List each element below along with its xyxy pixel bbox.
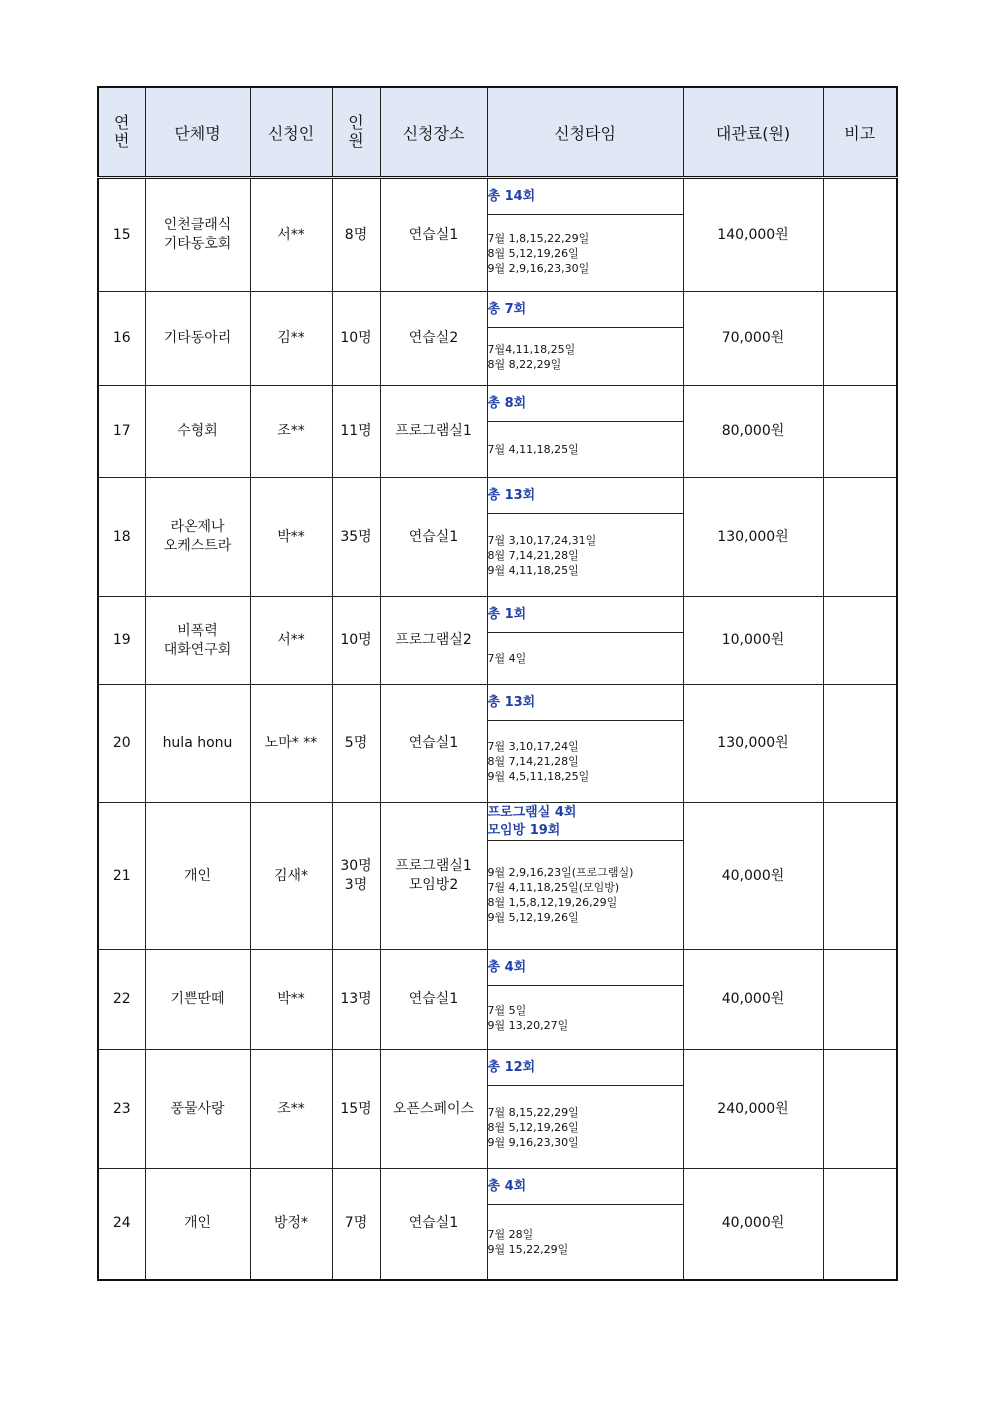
session-total-line: 총 13회 bbox=[487, 694, 536, 710]
people-count-line: 15명 bbox=[340, 1100, 372, 1117]
group-name-line: hula honu bbox=[162, 735, 233, 751]
session-date-line: 7월 8,15,22,29일 bbox=[487, 1105, 579, 1119]
session-dates bbox=[487, 986, 683, 1050]
group-name bbox=[145, 685, 250, 803]
row-number: 16 bbox=[98, 292, 145, 386]
place-name-line: 오픈스페이스 bbox=[392, 1100, 475, 1117]
session-total-line: 모임방 19회 bbox=[487, 822, 561, 838]
group-name bbox=[145, 178, 250, 292]
row-number: 19 bbox=[98, 597, 145, 685]
group-name bbox=[145, 1169, 250, 1280]
rental-fee: 10,000원 bbox=[683, 597, 823, 685]
session-date-line: 7월 3,10,17,24일 bbox=[487, 740, 579, 753]
applicant-name: 김** bbox=[250, 292, 332, 386]
place-name-line: 연습실2 bbox=[408, 330, 459, 346]
group-name-line: 기타동호회 bbox=[163, 236, 232, 252]
place-name-line: 연습실1 bbox=[408, 735, 459, 751]
group-name bbox=[145, 950, 250, 1050]
session-total bbox=[487, 292, 683, 328]
session-date-line: 9월 4,5,11,18,25일 bbox=[487, 770, 590, 783]
session-total bbox=[487, 950, 683, 986]
note bbox=[823, 803, 897, 950]
session-total-line: 총 4회 bbox=[487, 959, 527, 975]
session-date-line: 8월 1,5,8,12,19,26,29일 bbox=[487, 896, 618, 909]
note bbox=[823, 685, 897, 803]
session-date-line: 7월 1,8,15,22,29일 bbox=[487, 231, 590, 245]
session-date-line: 9월 15,22,29일 bbox=[487, 1242, 569, 1256]
session-dates bbox=[487, 215, 683, 292]
table-row bbox=[98, 1050, 897, 1086]
people-count bbox=[332, 386, 380, 478]
session-date-line: 7월 4,11,18,25일(모임방) bbox=[487, 881, 620, 894]
row-number: 23 bbox=[98, 1050, 145, 1169]
session-total bbox=[487, 597, 683, 633]
people-count-line: 11명 bbox=[340, 423, 372, 439]
session-total bbox=[487, 386, 683, 422]
people-count bbox=[332, 478, 380, 597]
group-name-line: 오케스트라 bbox=[163, 538, 232, 554]
place-name bbox=[380, 1169, 487, 1280]
group-name-line: 수형회 bbox=[177, 423, 218, 439]
session-total bbox=[487, 478, 683, 514]
row-number: 22 bbox=[98, 950, 145, 1050]
people-count bbox=[332, 685, 380, 803]
session-total-line: 총 7회 bbox=[487, 301, 527, 317]
note bbox=[823, 1050, 897, 1169]
session-total-line: 총 1회 bbox=[487, 606, 527, 622]
note bbox=[823, 478, 897, 597]
row-number: 20 bbox=[98, 685, 145, 803]
applicant-name: 박** bbox=[250, 478, 332, 597]
session-dates bbox=[487, 422, 683, 478]
session-dates bbox=[487, 721, 683, 803]
group-name-line: 비폭력 bbox=[177, 622, 218, 639]
rental-fee: 40,000원 bbox=[683, 1169, 823, 1280]
place-name-line: 모임방2 bbox=[408, 877, 459, 893]
people-count bbox=[332, 597, 380, 685]
place-name-line: 연습실1 bbox=[408, 991, 459, 1007]
session-date-line: 9월 5,12,19,26일 bbox=[487, 911, 579, 924]
header-no bbox=[98, 87, 145, 178]
row-number: 18 bbox=[98, 478, 145, 597]
place-name bbox=[380, 178, 487, 292]
rental-fee: 40,000원 bbox=[683, 803, 823, 950]
session-date-line: 7월 28일 bbox=[487, 1227, 534, 1241]
applicant-name: 노마* ** bbox=[250, 685, 332, 803]
place-name bbox=[380, 685, 487, 803]
group-name-line: 개인 bbox=[183, 867, 212, 884]
header-row bbox=[98, 87, 897, 178]
header-no-label: 연번 bbox=[114, 113, 130, 150]
session-date-line: 7월 5일 bbox=[487, 1003, 527, 1017]
note bbox=[823, 386, 897, 478]
place-name-line: 연습실1 bbox=[408, 528, 459, 545]
rental-table bbox=[97, 86, 898, 1281]
place-name bbox=[380, 478, 487, 597]
group-name bbox=[145, 292, 250, 386]
rental-fee: 130,000원 bbox=[683, 685, 823, 803]
header-applicant: 신청인 bbox=[250, 87, 332, 178]
session-total-line: 총 12회 bbox=[487, 1059, 536, 1075]
group-name-line: 라온제나 bbox=[170, 519, 225, 535]
group-name-line: 대화연구회 bbox=[163, 641, 232, 658]
applicant-name: 서** bbox=[250, 178, 332, 292]
place-name bbox=[380, 597, 487, 685]
session-date-line: 7월4,11,18,25일 bbox=[487, 342, 576, 356]
session-dates bbox=[487, 841, 683, 950]
session-date-line: 9월 2,9,16,23,30일 bbox=[487, 261, 590, 275]
people-count-line: 10명 bbox=[340, 330, 372, 346]
rental-fee: 140,000원 bbox=[683, 178, 823, 292]
table-row bbox=[98, 178, 897, 215]
group-name bbox=[145, 478, 250, 597]
session-total-line: 총 4회 bbox=[487, 1178, 527, 1194]
row-number: 21 bbox=[98, 803, 145, 950]
group-name-line: 개인 bbox=[183, 1215, 212, 1232]
group-name bbox=[145, 803, 250, 950]
session-date-line: 9월 13,20,27일 bbox=[487, 1018, 569, 1032]
applicant-name: 김새* bbox=[250, 803, 332, 950]
table-row bbox=[98, 597, 897, 633]
people-count bbox=[332, 292, 380, 386]
session-date-line: 7월 4,11,18,25일 bbox=[487, 443, 579, 456]
group-name-line: 풍물사랑 bbox=[170, 1100, 225, 1117]
session-total-line: 프로그램실 4회 bbox=[487, 804, 577, 820]
place-name bbox=[380, 950, 487, 1050]
session-date-line: 8월 8,22,29일 bbox=[487, 357, 562, 371]
group-name-line: 기쁜딴떼 bbox=[170, 991, 225, 1007]
place-name-line: 프로그램실1 bbox=[395, 423, 472, 439]
people-count bbox=[332, 803, 380, 950]
session-total-line: 총 14회 bbox=[487, 188, 536, 204]
group-name-line: 기타동아리 bbox=[163, 330, 232, 346]
table-row bbox=[98, 386, 897, 422]
people-count bbox=[332, 178, 380, 292]
applicant-name: 방정* bbox=[250, 1169, 332, 1280]
session-dates bbox=[487, 514, 683, 597]
place-name bbox=[380, 292, 487, 386]
session-total bbox=[487, 178, 683, 215]
table-row bbox=[98, 803, 897, 841]
applicant-name: 조** bbox=[250, 386, 332, 478]
header-note: 비고 bbox=[823, 87, 897, 178]
note bbox=[823, 292, 897, 386]
note bbox=[823, 178, 897, 292]
header-group: 단체명 bbox=[145, 87, 250, 178]
header-type: 신청타임 bbox=[487, 87, 683, 178]
group-name-line: 인천클래식 bbox=[163, 217, 232, 233]
place-name bbox=[380, 1050, 487, 1169]
people-count-line: 30명 bbox=[340, 858, 372, 874]
place-name bbox=[380, 803, 487, 950]
table-row bbox=[98, 950, 897, 986]
header-people bbox=[332, 87, 380, 178]
table-row bbox=[98, 478, 897, 514]
place-name-line: 프로그램실1 bbox=[395, 858, 472, 874]
session-date-line: 9월 9,16,23,30일 bbox=[487, 1135, 579, 1149]
applicant-name: 서** bbox=[250, 597, 332, 685]
people-count-line: 8명 bbox=[344, 226, 368, 243]
rental-fee: 80,000원 bbox=[683, 386, 823, 478]
place-name-line: 프로그램실2 bbox=[395, 632, 472, 648]
session-date-line: 8월 5,12,19,26일 bbox=[487, 246, 579, 260]
session-total bbox=[487, 803, 683, 841]
session-total bbox=[487, 1050, 683, 1086]
table-body bbox=[98, 178, 897, 1280]
session-dates bbox=[487, 633, 683, 685]
rental-fee: 240,000원 bbox=[683, 1050, 823, 1169]
row-number: 24 bbox=[98, 1169, 145, 1280]
session-date-line: 9월 4,11,18,25일 bbox=[487, 563, 579, 577]
people-count-line: 10명 bbox=[340, 632, 372, 648]
table-row bbox=[98, 1169, 897, 1205]
row-number: 15 bbox=[98, 178, 145, 292]
rental-fee: 130,000원 bbox=[683, 478, 823, 597]
note bbox=[823, 950, 897, 1050]
note bbox=[823, 597, 897, 685]
people-count-line: 5명 bbox=[344, 735, 368, 751]
session-date-line: 7월 4일 bbox=[487, 652, 527, 665]
people-count bbox=[332, 1050, 380, 1169]
table-row bbox=[98, 292, 897, 328]
session-total-line: 총 8회 bbox=[487, 395, 527, 411]
group-name bbox=[145, 1050, 250, 1169]
session-dates bbox=[487, 328, 683, 386]
rental-fee: 70,000원 bbox=[683, 292, 823, 386]
place-name-line: 연습실1 bbox=[408, 1215, 459, 1232]
people-count-line: 13명 bbox=[340, 991, 372, 1007]
people-count bbox=[332, 1169, 380, 1280]
session-total-line: 총 13회 bbox=[487, 487, 536, 503]
place-name bbox=[380, 386, 487, 478]
header-place: 신청장소 bbox=[380, 87, 487, 178]
applicant-name: 박** bbox=[250, 950, 332, 1050]
people-count-line: 3명 bbox=[344, 877, 368, 893]
applicant-name: 조** bbox=[250, 1050, 332, 1169]
row-number: 17 bbox=[98, 386, 145, 478]
header-people-label: 인원 bbox=[348, 113, 364, 150]
table-row bbox=[98, 685, 897, 721]
people-count-line: 35명 bbox=[340, 528, 372, 545]
header-fee: 대관료(원) bbox=[683, 87, 823, 178]
session-date-line: 8월 7,14,21,28일 bbox=[487, 548, 579, 562]
session-dates bbox=[487, 1086, 683, 1169]
session-date-line: 7월 3,10,17,24,31일 bbox=[487, 533, 597, 547]
session-total bbox=[487, 1169, 683, 1205]
session-dates bbox=[487, 1205, 683, 1280]
people-count-line: 7명 bbox=[344, 1215, 368, 1232]
people-count bbox=[332, 950, 380, 1050]
group-name bbox=[145, 386, 250, 478]
group-name bbox=[145, 597, 250, 685]
place-name-line: 연습실1 bbox=[408, 226, 459, 243]
session-date-line: 9월 2,9,16,23일(프로그램실) bbox=[487, 866, 634, 879]
note bbox=[823, 1169, 897, 1280]
rental-fee: 40,000원 bbox=[683, 950, 823, 1050]
session-date-line: 8월 7,14,21,28일 bbox=[487, 755, 579, 768]
session-date-line: 8월 5,12,19,26일 bbox=[487, 1120, 579, 1134]
session-total bbox=[487, 685, 683, 721]
